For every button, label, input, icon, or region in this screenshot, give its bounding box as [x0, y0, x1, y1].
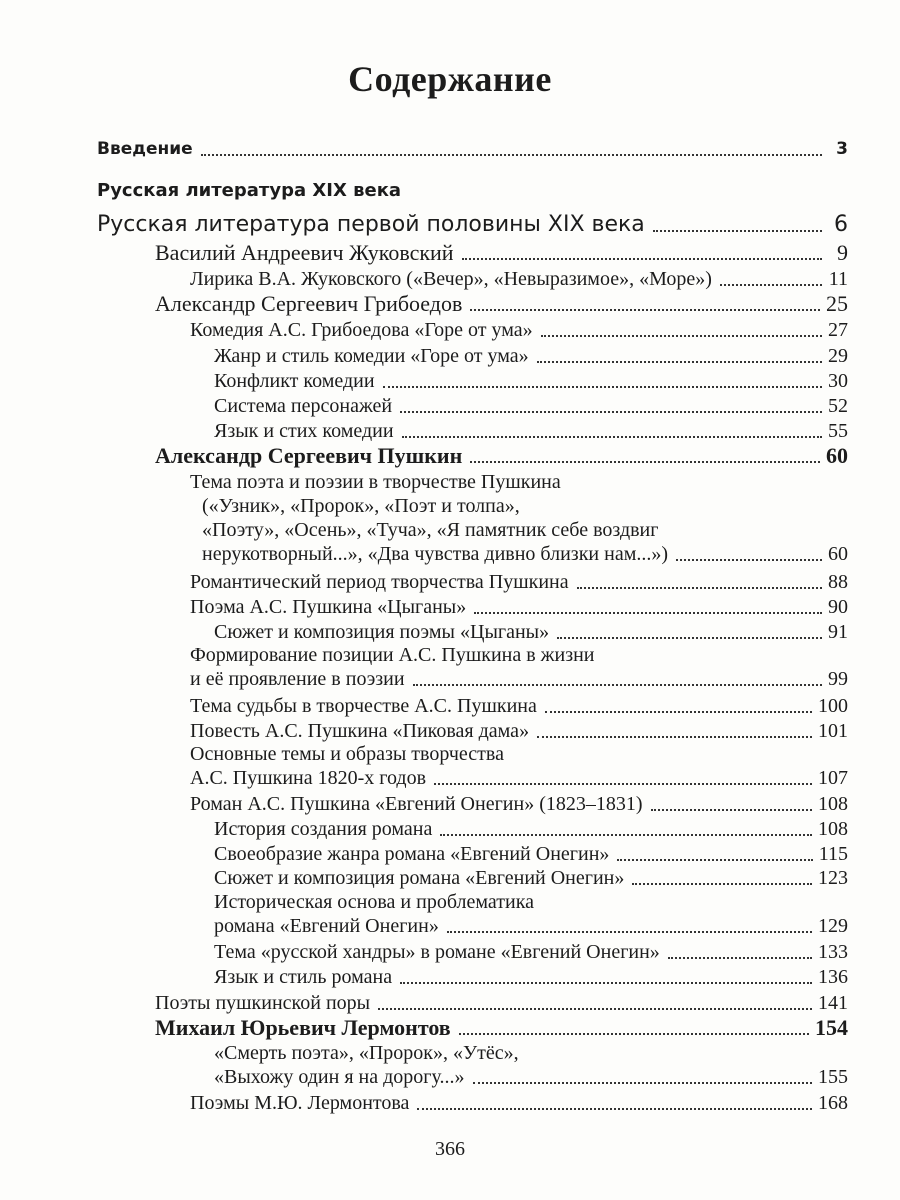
toc-entry: [214, 620, 848, 644]
toc-entry-last-line: [190, 766, 848, 790]
toc-entry: [214, 369, 848, 393]
toc-entry: [190, 1091, 848, 1115]
toc-entry-page: 52: [828, 395, 848, 417]
toc-entry-page: 27: [828, 319, 848, 341]
toc-entry-title: Тема «русской хандры» в романе «Евгений Онегин»: [214, 941, 660, 963]
toc-entry-line: Тема поэта и поэзии в творчестве Пушкина: [190, 471, 561, 493]
toc-entry-page: 99: [828, 668, 848, 690]
toc-entry-line: Формирование позиции А.С. Пушкина в жизни: [190, 644, 595, 666]
toc-entry: [214, 842, 848, 866]
toc-entry-last-line: [214, 1065, 848, 1089]
toc-entry-page: 168: [818, 1092, 848, 1114]
toc-entry-title: Поэты пушкинской поры: [155, 992, 371, 1014]
dot-leader: [537, 736, 812, 738]
dot-leader: [651, 809, 812, 811]
toc-entry-title: Михаил Юрьевич Лермонтов: [155, 1015, 451, 1040]
toc-entry: [214, 344, 848, 368]
toc-entry-title: Романтический период творчества Пушкина: [190, 571, 569, 593]
toc-entry-last-line: [190, 667, 848, 691]
toc-entry-title: Система персонажей: [214, 395, 393, 417]
toc-entry-last-line: [190, 542, 848, 566]
toc-entry-title: Конфликт комедии: [214, 370, 375, 392]
toc-entry-page: 123: [818, 867, 848, 889]
toc-entry-page: 55: [828, 420, 848, 442]
toc-entry: [190, 595, 848, 619]
page-number: 366: [435, 1138, 465, 1160]
toc-entry-title: Александр Сергеевич Грибоедов: [155, 291, 463, 316]
toc-entry-page: 91: [828, 621, 848, 643]
toc-entry-page: 129: [818, 915, 848, 937]
toc-entry-author: [155, 1016, 848, 1040]
dot-leader: [720, 284, 822, 286]
toc-entry-page: 100: [818, 695, 848, 717]
toc-entry-page: 3: [836, 139, 848, 159]
toc-entry-title: Комедия А.С. Грибоедова «Горе от ума»: [190, 319, 533, 341]
toc-entry: [190, 719, 848, 743]
toc-entry-page: 30: [828, 370, 848, 392]
toc-entry-page: 108: [818, 793, 848, 815]
toc-entry-line: романа «Евгений Онегин»: [214, 915, 439, 937]
dot-leader: [617, 859, 812, 861]
toc-entry-page: 29: [828, 345, 848, 367]
toc-entry-page: 101: [818, 720, 848, 742]
toc-entry-title: Тема судьбы в творчестве А.С. Пушкина: [190, 695, 537, 717]
toc-entry-last-line: [214, 914, 848, 938]
toc-entry-author: [155, 444, 848, 468]
toc-entry-line: нерукотворный...», «Два чувства дивно близки нам...»): [202, 543, 669, 565]
toc-entry-title: Роман А.С. Пушкина «Евгений Онегин» (1823–1831): [190, 793, 643, 815]
section-heading: Русская литература XIX века: [97, 180, 402, 201]
toc-entry-title: Повесть А.С. Пушкина «Пиковая дама»: [190, 720, 530, 742]
toc-entry-title: Поэмы М.Ю. Лермонтова: [190, 1092, 410, 1114]
dot-leader: [632, 883, 812, 885]
toc-entry-page: 133: [818, 941, 848, 963]
toc-entry-title: Язык и стих комедии: [214, 420, 394, 442]
toc-entry-page: 88: [828, 571, 848, 593]
dot-leader: [470, 461, 820, 463]
toc-entry-multiline: [190, 742, 848, 790]
toc-entry-page: 107: [818, 767, 848, 789]
toc-entry-title: Жанр и стиль комедии «Горе от ума»: [214, 345, 529, 367]
dot-leader: [378, 1008, 812, 1010]
toc-entry-line: «Смерть поэта», «Пророк», «Утёс»,: [214, 1042, 519, 1064]
toc-entry: [155, 991, 848, 1015]
toc-entry-title: Введение: [97, 139, 193, 159]
dot-leader: [474, 612, 822, 614]
toc-entry: [214, 817, 848, 841]
dot-leader: [459, 1033, 809, 1035]
toc-entry: [214, 394, 848, 418]
toc-entry-line: А.С. Пушкина 1820-х годов: [190, 767, 427, 789]
dot-leader: [402, 436, 822, 438]
toc-entry-line: («Узник», «Пророк», «Поэт и толпа»,: [202, 495, 520, 517]
toc-entry-page: 60: [828, 543, 848, 565]
dot-leader: [201, 154, 822, 156]
dot-leader: [541, 335, 822, 337]
toc-entry-title: Поэма А.С. Пушкина «Цыганы»: [190, 596, 467, 618]
dot-leader: [383, 386, 822, 388]
toc-entry-line: и её проявление в поэзии: [190, 668, 405, 690]
dot-leader: [577, 587, 822, 589]
dot-leader: [676, 559, 822, 561]
dot-leader: [473, 1082, 813, 1084]
toc-entry-page: 155: [818, 1066, 848, 1088]
page-title: Содержание: [348, 59, 552, 99]
toc-entry-line: «Выхожу один я на дорогу...»: [214, 1066, 465, 1088]
toc-entry-title: Язык и стиль романа: [214, 966, 393, 988]
toc-entry-page: 90: [828, 596, 848, 618]
dot-leader: [400, 411, 822, 413]
toc-entry-title: Лирика В.А. Жуковского («Вечер», «Невыразимое», «Море»): [190, 268, 712, 290]
toc-entry-title: Александр Сергеевич Пушкин: [155, 443, 463, 468]
toc-entry-part: [97, 213, 848, 237]
toc-entry-page: 6: [834, 212, 848, 237]
toc-entry-title: Русская литература первой половины XIX века: [97, 212, 645, 237]
toc-entry-line: Основные темы и образы творчества: [190, 743, 504, 765]
dot-leader: [653, 230, 822, 232]
toc-entry-author: [155, 292, 848, 316]
toc-entry-page: 60: [826, 443, 848, 468]
toc-entry-introduction: [97, 137, 848, 161]
dot-leader: [470, 309, 820, 311]
toc-entry-title: История создания романа: [214, 818, 433, 840]
dot-leader: [557, 637, 822, 639]
toc-entry: [190, 570, 848, 594]
toc-entry-multiline: [190, 643, 848, 691]
toc-entry-page: 154: [815, 1015, 848, 1040]
toc-entry-page: 11: [828, 268, 848, 290]
dot-leader: [462, 258, 822, 260]
toc-entry: [190, 792, 848, 816]
toc-entry: [190, 694, 848, 718]
toc-entry: [214, 419, 848, 443]
dot-leader: [400, 982, 812, 984]
dot-leader: [537, 361, 822, 363]
toc-entry: [190, 318, 848, 342]
dot-leader: [413, 684, 822, 686]
toc-entry-page: 141: [818, 992, 848, 1014]
toc-entry: [214, 866, 848, 890]
toc-entry-page: 25: [826, 291, 848, 316]
toc-entry-title: Своеобразие жанра романа «Евгений Онегин»: [214, 843, 610, 865]
toc-entry-multiline: [214, 1041, 848, 1089]
toc-entry-line: Историческая основа и проблематика: [214, 891, 534, 913]
toc-entry-multiline: [214, 890, 848, 938]
toc-entry-title: Сюжет и композиция романа «Евгений Онегин»: [214, 867, 625, 889]
toc-entry: [190, 267, 848, 291]
toc-entry-page: 9: [837, 240, 848, 265]
toc-entry-multiline: [190, 470, 848, 566]
dot-leader: [440, 834, 812, 836]
toc-entry-author: [155, 241, 848, 265]
dot-leader: [545, 711, 812, 713]
toc-entry-line: «Поэту», «Осень», «Туча», «Я памятник себе воздвиг: [202, 519, 659, 541]
toc-entry: [214, 940, 848, 964]
dot-leader: [434, 783, 812, 785]
toc-entry-page: 108: [818, 818, 848, 840]
toc-entry-title: Василий Андреевич Жуковский: [155, 240, 454, 265]
toc-entry-page: 115: [818, 843, 848, 865]
dot-leader: [447, 931, 812, 933]
toc-entry: [214, 965, 848, 989]
toc-entry-page: 136: [818, 966, 848, 988]
dot-leader: [668, 957, 812, 959]
toc-entry-title: Сюжет и композиция поэмы «Цыганы»: [214, 621, 550, 643]
dot-leader: [417, 1108, 812, 1110]
